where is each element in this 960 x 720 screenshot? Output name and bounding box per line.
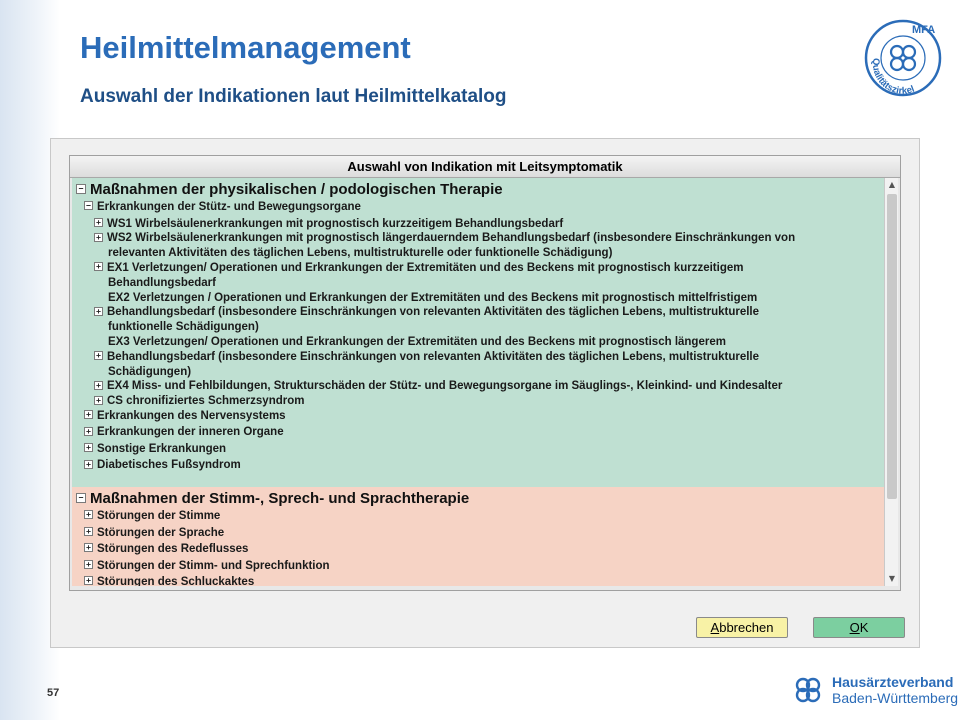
tree-item-label: EX4 Miss- und Fehlbildungen, Strukturschäden der Stütz- und Bewegungsorgane im Säuglings-, Kleinkind- und Kindesalter [107,380,783,393]
tree-item-label: Maßnahmen der physikalischen / podologischen Therapie [90,181,503,198]
expand-icon[interactable]: + [84,560,93,569]
clover-icon [891,46,915,70]
tree-item[interactable] [84,425,284,439]
dialog-title: Auswahl von Indikation mit Leitsymptomatik [70,156,900,178]
scroll-down-icon[interactable]: ▼ [888,574,896,583]
tree-item-label: Störungen der Sprache [97,526,225,539]
hav-logo-line1: Hausärzteverband [832,674,954,690]
collapse-icon[interactable]: − [84,201,93,210]
tree-item[interactable] [108,246,612,260]
tree-item[interactable] [84,200,361,214]
tree-section-header[interactable] [76,180,503,199]
cancel-button-label: bbrechen [719,620,774,635]
tree-item[interactable] [84,442,226,456]
page-number: 57 [47,687,60,699]
expand-icon[interactable]: + [84,576,93,585]
expand-icon[interactable]: + [84,510,93,519]
tree-item[interactable] [108,276,216,290]
tree-item[interactable] [94,394,304,408]
mfa-logo-text: MFA [912,24,936,36]
tree-item-label: Erkrankungen der Stütz- und Bewegungsorgane [97,201,361,213]
tree-item[interactable] [108,365,191,379]
hav-logo-line2: Baden-Württemberg [832,690,959,706]
tree-item-label: Behandlungsbedarf (insbesondere Einschränkungen von relevanten Aktivitäten des täglichen Lebens, multistrukturelle [107,306,760,319]
expand-icon[interactable]: + [84,543,93,552]
hausaerzteverband-logo [792,674,958,706]
tree-item-label: WS2 Wirbelsäulenerkrankungen mit prognostisch längerdauerndem Behandlungsbedarf (insbesondere Einschränkungen von [107,232,796,245]
tree-item[interactable] [108,335,726,349]
tree-item[interactable] [94,379,782,393]
collapse-icon[interactable]: − [76,493,86,503]
tree-item[interactable] [84,409,286,423]
tree-item-label: EX2 Verletzungen / Operationen und Erkrankungen der Extremitäten und des Beckens mit prognostisch mittelfristigem [108,291,758,304]
expand-icon[interactable]: + [94,396,103,405]
ok-button-mnemonic: O [849,620,860,635]
tree-item[interactable] [108,291,757,305]
expand-icon[interactable]: + [94,233,103,242]
tree-item-label: WS1 Wirbelsäulenerkrankungen mit prognostisch kurzzeitigem Behandlungsbedarf [107,217,564,230]
tree-item-label: Diabetisches Fußsyndrom [97,459,241,472]
tree-item[interactable] [84,458,241,472]
tree-section-header[interactable] [76,489,469,508]
indication-dialog [69,155,901,591]
cancel-button-mnemonic: A [710,620,720,635]
tree-item-label: EX1 Verletzungen/ Operationen und Erkrankungen der Extremitäten und des Beckens mit prognostisch kurzzeitigem [107,261,744,274]
tree-item-label: CS chronifiziertes Schmerzsyndrom [107,395,305,408]
collapse-icon[interactable]: − [76,184,86,194]
tree-item-label: Störungen des Redeflusses [97,543,249,555]
tree-item[interactable] [94,261,743,275]
tree-item-label: Störungen der Stimm- und Sprechfunktion [97,559,330,572]
tree-item[interactable] [94,305,759,319]
tree-item-label: funktionelle Schädigungen) [108,321,259,334]
tree-item-label: Erkrankungen der inneren Organe [97,426,284,439]
scroll-thumb[interactable] [887,194,897,499]
slide-subtitle: Auswahl der Indikationen laut Heilmittelkatalog [80,86,507,107]
tree-item-label: Maßnahmen der Stimm-, Sprech- und Sprachtherapie [90,490,470,507]
ok-button[interactable] [813,617,905,638]
tree-item[interactable] [84,575,254,586]
tree-item[interactable] [84,509,220,523]
indication-tree[interactable] [72,178,898,586]
tree-item[interactable] [94,231,795,245]
expand-icon[interactable]: + [84,527,93,536]
tree-item[interactable] [94,350,759,364]
tree-item[interactable] [84,542,248,556]
expand-icon[interactable]: + [84,427,93,436]
tree-item-label: Störungen des Schluckaktes [97,576,255,586]
vertical-scrollbar[interactable] [884,178,898,586]
mfa-qualitaetszirkel-logo [864,16,942,100]
expand-icon[interactable]: + [84,460,93,469]
expand-icon[interactable]: + [84,410,93,419]
expand-icon[interactable]: + [94,307,103,316]
tree-item-label: relevanten Aktivitäten des täglichen Lebens, multistrukturelle oder funktionelle Schädigung) [108,247,613,260]
tree-item-label: Behandlungsbedarf (insbesondere Einschränkungen von relevanten Aktivitäten des täglichen Lebens, multistrukturelle [107,350,760,363]
tree-item[interactable] [84,559,330,573]
expand-icon[interactable]: + [94,262,103,271]
tree-item-label: EX3 Verletzungen/ Operationen und Erkrankungen der Extremitäten und des Beckens mit prognostisch längerem [108,335,726,348]
tree-item[interactable] [84,526,224,540]
expand-icon[interactable]: + [84,443,93,452]
expand-icon[interactable]: + [94,381,103,390]
expand-icon[interactable]: + [94,351,103,360]
slide-title: Heilmittelmanagement [80,30,411,65]
ok-button-label: K [859,620,869,635]
mfa-logo-ring-text: Qualitätszirkel [869,57,916,97]
tree-item[interactable] [108,320,259,334]
software-screenshot [50,138,920,648]
tree-item[interactable] [94,217,563,231]
clover-icon [792,674,824,706]
tree-item-label: Behandlungsbedarf [108,276,216,289]
expand-icon[interactable]: + [94,218,103,227]
scroll-up-icon[interactable]: ▲ [888,180,896,189]
tree-item-label: Schädigungen) [108,365,192,378]
cancel-button[interactable] [696,617,788,638]
tree-item-label: Störungen der Stimme [97,510,221,522]
tree-item-label: Sonstige Erkrankungen [97,442,227,455]
tree-item-label: Erkrankungen des Nervensystems [97,409,286,422]
